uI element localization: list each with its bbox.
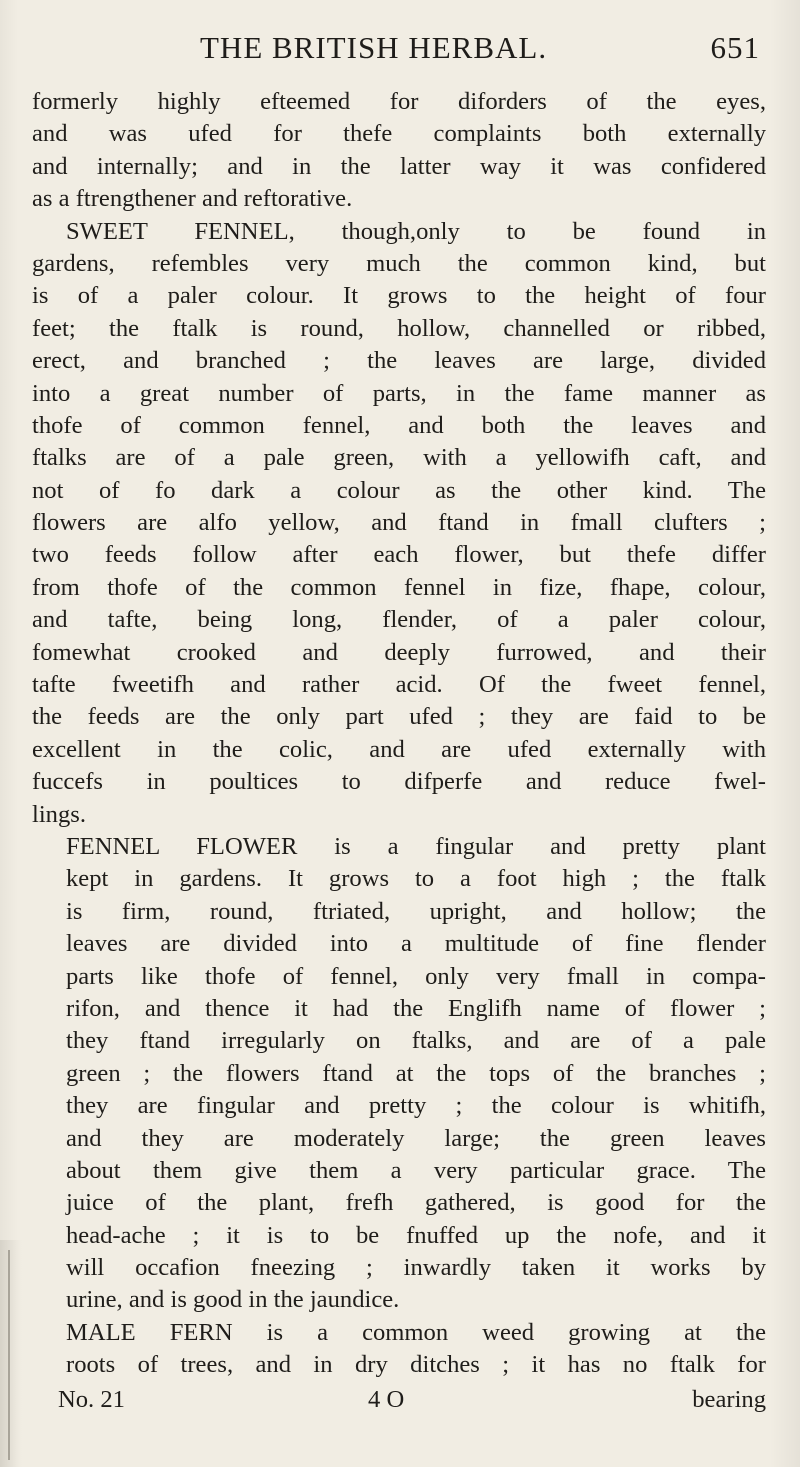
- text-line: formerly highly efteemed for diforders of the eyes,: [32, 88, 766, 115]
- text-line: roots of trees, and in dry ditches ; it has no ftalk for: [66, 1351, 766, 1379]
- page-footer: [58, 1386, 766, 1420]
- text-line: thofe of common fennel, and both the leaves and: [32, 411, 766, 439]
- text-line: kept in gardens. It grows to a foot high ; the ftalk: [66, 865, 766, 893]
- running-header: [200, 30, 760, 74]
- gathering-mark: 4 O: [368, 1386, 405, 1413]
- text-line: about them give them a very particular grace. The: [66, 1156, 766, 1184]
- text-line: and internally; and in the latter way it was confidered: [32, 152, 766, 180]
- text-line: into a great number of parts, in the fame manner as: [32, 379, 766, 407]
- text-line: they are fingular and pretty ; the colour is whitifh,: [66, 1092, 766, 1120]
- text-line: gardens, refembles very much the common kind, but: [32, 249, 766, 277]
- text-line: and was ufed for thefe complaints both externally: [32, 120, 766, 148]
- page-fold-line: [8, 1250, 10, 1460]
- text-line: will occafion fneezing ; inwardly taken it works by: [66, 1254, 766, 1282]
- text-line: urine, and is good in the jaundice.: [66, 1286, 400, 1314]
- text-line: from thofe of the common fennel in fize, fhape, colour,: [32, 573, 766, 601]
- text-line: fuccefs in poultices to difperfe and reduce fwel-: [32, 768, 766, 796]
- text-line: not of fo dark a colour as the other kind. The: [32, 476, 766, 504]
- text-line: juice of the plant, frefh gathered, is good for the: [66, 1189, 766, 1217]
- text-line: feet; the ftalk is round, hollow, channelled or ribbed,: [32, 314, 766, 342]
- paragraph-start-male-fern: MALE FERN is a common weed growing at the: [66, 1318, 766, 1346]
- text-line: parts like thofe of fennel, only very fmall in compa-: [66, 962, 766, 990]
- page-number: 651: [710, 30, 760, 65]
- text-line: as a ftrengthener and reftorative.: [32, 185, 353, 213]
- text-line: excellent in the colic, and are ufed externally with: [32, 735, 766, 763]
- paragraph-start-sweet-fennel: SWEET FENNEL, though,only to be found in: [66, 217, 766, 245]
- text-line: two feeds follow after each flower, but thefe differ: [32, 541, 766, 569]
- text-line: rifon, and thence it had the Englifh name of flower ;: [66, 994, 766, 1022]
- text-line: tafte fweetifh and rather acid. Of the fweet fennel,: [32, 671, 766, 699]
- text-line: head-ache ; it is to be fnuffed up the nofe, and it: [66, 1221, 766, 1249]
- text-line: the feeds are the only part ufed ; they are faid to be: [32, 703, 766, 731]
- text-line: and they are moderately large; the green leaves: [66, 1124, 766, 1152]
- text-line: ftalks are of a pale green, with a yellowifh caft, and: [32, 444, 766, 472]
- text-line: fomewhat crooked and deeply furrowed, and their: [32, 638, 766, 666]
- body-text: [32, 86, 766, 1382]
- catchword: bearing: [692, 1386, 766, 1413]
- text-line: green ; the flowers ftand at the tops of the branches ;: [66, 1059, 766, 1087]
- signature-mark: No. 21: [58, 1386, 125, 1413]
- text-line: erect, and branched ; the leaves are large, divided: [32, 347, 766, 375]
- text-line: flowers are alfo yellow, and ftand in fmall clufters ;: [32, 509, 766, 537]
- text-line: lings.: [32, 800, 86, 828]
- running-title: THE BRITISH HERBAL.: [200, 30, 548, 65]
- text-line: they ftand irregularly on ftalks, and are of a pale: [66, 1027, 766, 1055]
- text-line: is firm, round, ftriated, upright, and hollow; the: [66, 897, 766, 925]
- paragraph-start-fennel-flower: FENNEL FLOWER is a fingular and pretty plant: [66, 832, 766, 860]
- text-line: is of a paler colour. It grows to the height of four: [32, 282, 766, 310]
- page-gutter-shadow: [0, 1240, 22, 1467]
- text-line: leaves are divided into a multitude of fine flender: [66, 930, 766, 958]
- text-line: and tafte, being long, flender, of a paler colour,: [32, 606, 766, 634]
